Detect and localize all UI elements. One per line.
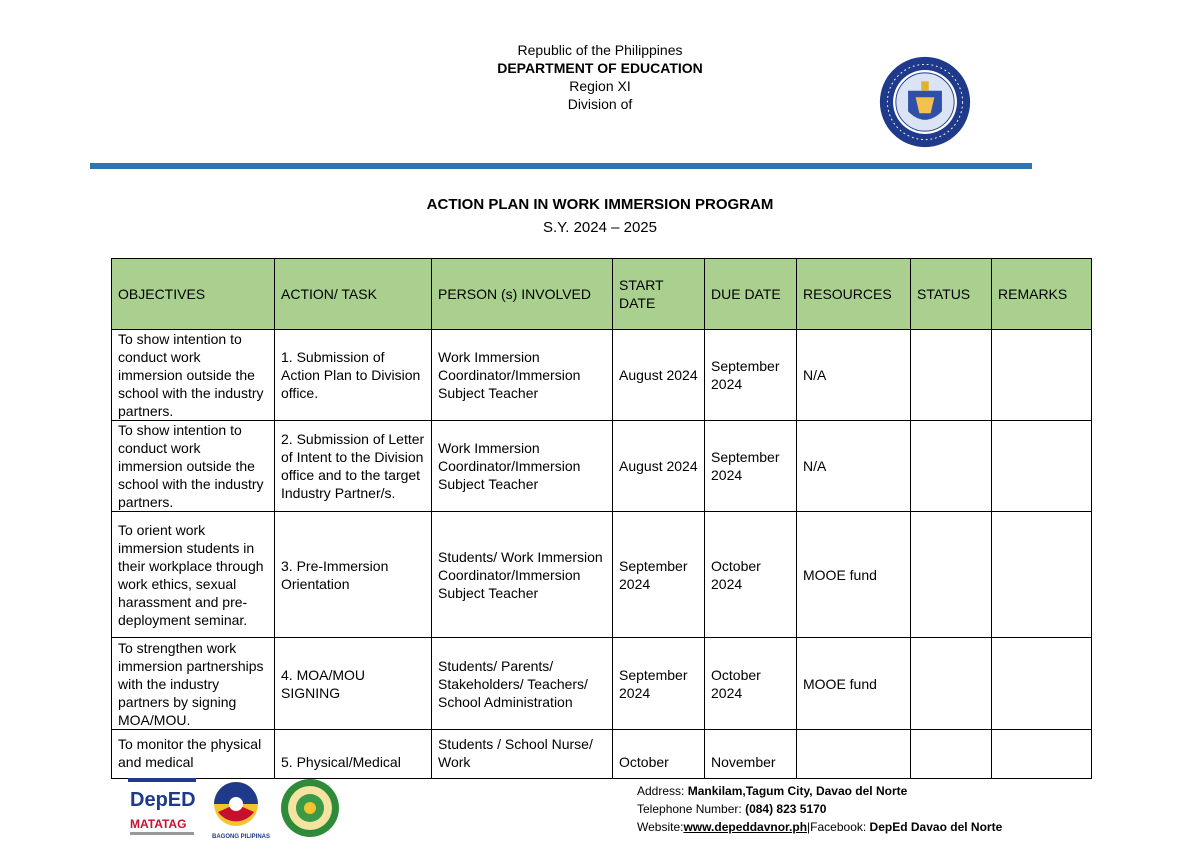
col-persons-involved: PERSON (s) INVOLVED	[432, 259, 613, 330]
task-cell: 2. Submission of Letter of Intent to the Division office and to the target Industry Partner/s.	[275, 421, 432, 512]
col-objectives: OBJECTIVES	[112, 259, 275, 330]
start-date-cell: August 2024	[613, 330, 705, 421]
objective-cell: To strengthen work immersion partnerships with the industry partners by signing MOA/MOU.	[112, 638, 275, 730]
col-status: STATUS	[911, 259, 992, 330]
task-cell: 1. Submission of Action Plan to Division office.	[275, 330, 432, 421]
persons-cell: Students/ Parents/ Stakeholders/ Teachers/ School Administration	[432, 638, 613, 730]
table-row	[112, 730, 1092, 779]
persons-cell: Students/ Work Immersion Coordinator/Immersion Subject Teacher	[432, 512, 613, 638]
persons-cell: Work Immersion Coordinator/Immersion Subject Teacher	[432, 330, 613, 421]
resources-cell	[797, 730, 911, 779]
status-cell	[911, 730, 992, 779]
persons-cell: Students / School Nurse/ Work	[432, 730, 613, 779]
task-cell: 4. MOA/MOU SIGNING	[275, 638, 432, 730]
matatag-logo-text: MATATAG	[130, 817, 187, 831]
website-link[interactable]: www.depeddavnor.ph	[683, 820, 808, 834]
due-date-cell: October 2024	[705, 638, 797, 730]
facebook-value: DepEd Davao del Norte	[869, 820, 1003, 834]
separator: |	[807, 820, 811, 834]
objective-cell: To monitor the physical and medical	[112, 730, 275, 779]
letterhead	[400, 41, 800, 113]
resources-cell: N/A	[797, 421, 911, 512]
status-cell	[911, 421, 992, 512]
due-date-cell: October 2024	[705, 512, 797, 638]
due-date-text: November	[711, 754, 776, 770]
status-cell	[911, 638, 992, 730]
deped-logo-text: DepED	[130, 789, 196, 811]
objective-cell: To orient work immersion students in their workplace through work ethics, sexual harassment and pre-deployment seminar.	[112, 512, 275, 638]
phone-label: Telephone Number:	[637, 802, 746, 816]
table-header-row	[112, 259, 1092, 330]
task-text: 5. Physical/Medical	[281, 754, 401, 770]
department-line: DEPARTMENT OF EDUCATION	[497, 60, 703, 76]
facebook-label: Facebook:	[810, 820, 870, 834]
remarks-cell	[992, 730, 1092, 779]
col-remarks: REMARKS	[992, 259, 1092, 330]
address-label: Address:	[637, 784, 688, 798]
persons-cell: Work Immersion Coordinator/Immersion Subject Teacher	[432, 421, 613, 512]
resources-cell: MOOE fund	[797, 512, 911, 638]
deped-matatag-logo	[128, 778, 196, 835]
division-seal-icon	[281, 779, 339, 837]
address-value: Mankilam,Tagum City, Davao del Norte	[687, 784, 908, 798]
remarks-cell	[992, 638, 1092, 730]
region-line: Region XI	[569, 78, 631, 94]
col-due-date: DUE DATE	[705, 259, 797, 330]
remarks-cell	[992, 330, 1092, 421]
start-date-cell	[613, 730, 705, 779]
deped-seal-icon	[878, 55, 972, 149]
table-row	[112, 512, 1092, 638]
start-date-text: October	[619, 754, 669, 770]
phone-value: (084) 823 5170	[745, 802, 827, 816]
footer-logos	[128, 778, 348, 840]
task-cell: 3. Pre-Immersion Orientation	[275, 512, 432, 638]
document-title: ACTION PLAN IN WORK IMMERSION PROGRAM	[426, 196, 774, 213]
due-date-cell: September 2024	[705, 330, 797, 421]
table-row	[112, 330, 1092, 421]
col-start-date: START DATE	[613, 259, 705, 330]
start-date-cell: August 2024	[613, 421, 705, 512]
resources-cell: MOOE fund	[797, 638, 911, 730]
resources-cell: N/A	[797, 330, 911, 421]
header-rule	[90, 163, 1032, 169]
table-row	[112, 421, 1092, 512]
status-cell	[911, 330, 992, 421]
due-date-cell	[705, 730, 797, 779]
bagong-pilipinas-logo	[212, 782, 270, 840]
bagong-pilipinas-text: BAGONG PILIPINAS	[212, 834, 271, 840]
footer-contact	[637, 782, 1002, 836]
start-date-cell: September 2024	[613, 638, 705, 730]
task-cell	[275, 730, 432, 779]
footer-phone-line	[637, 800, 1002, 818]
start-date-cell: September 2024	[613, 512, 705, 638]
col-resources: RESOURCES	[797, 259, 911, 330]
objective-cell: To show intention to conduct work immersion outside the school with the industry partners.	[112, 330, 275, 421]
republic-line: Republic of the Philippines	[517, 42, 683, 58]
status-cell	[911, 512, 992, 638]
col-action-task: ACTION/ TASK	[275, 259, 432, 330]
remarks-cell	[992, 421, 1092, 512]
due-date-cell: September 2024	[705, 421, 797, 512]
action-plan-table	[111, 258, 1092, 779]
website-label: Website:	[637, 820, 684, 834]
remarks-cell	[992, 512, 1092, 638]
footer-address-line	[637, 782, 1002, 800]
division-line: Division of	[567, 96, 633, 112]
footer-web-line	[637, 818, 1002, 836]
objective-cell: To show intention to conduct work immersion outside the school with the industry partners.	[112, 421, 275, 512]
school-year: S.Y. 2024 – 2025	[543, 219, 657, 236]
table-row	[112, 638, 1092, 730]
